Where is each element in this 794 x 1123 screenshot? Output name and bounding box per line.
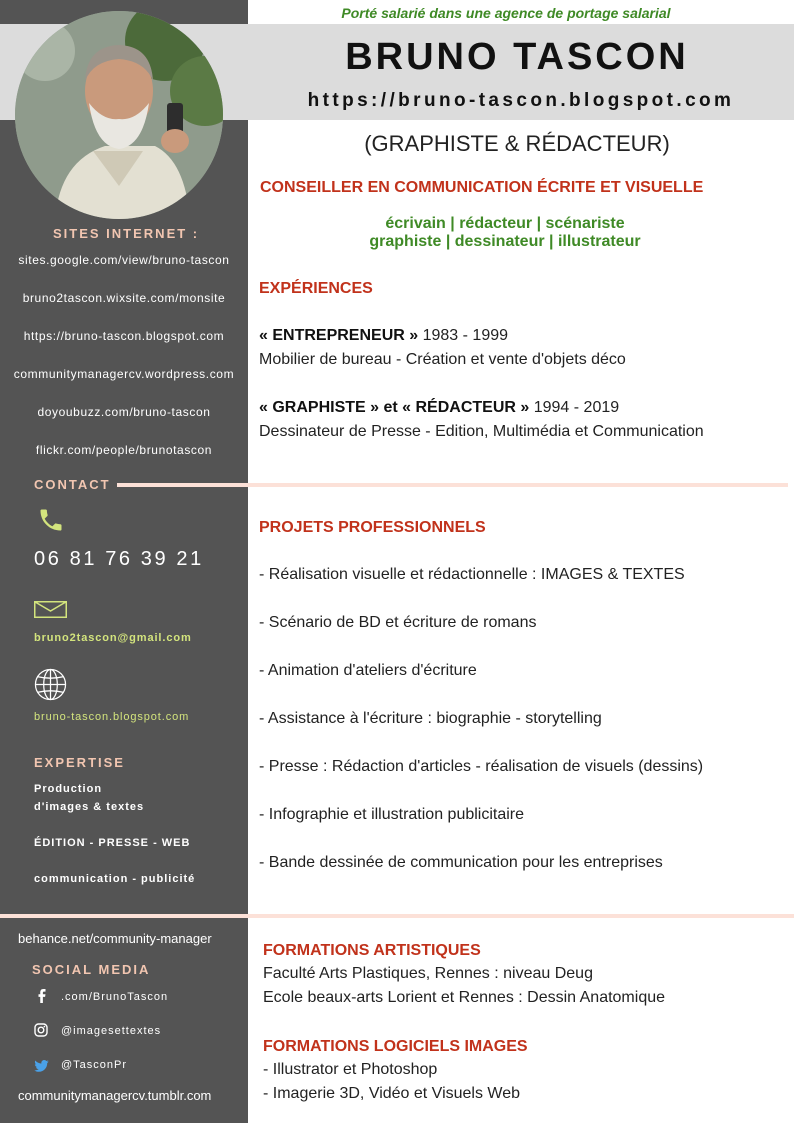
- project-item: - Assistance à l'écriture : biographie - storytelling: [259, 710, 602, 727]
- tagline: Porté salarié dans une agence de portage salarial: [341, 5, 671, 21]
- social-title: SOCIAL MEDIA: [32, 962, 151, 977]
- expertise-item: d'images & textes: [34, 801, 145, 813]
- twitter-icon[interactable]: [34, 1060, 49, 1072]
- facebook-icon[interactable]: [36, 989, 48, 1003]
- software-training-title: FORMATIONS LOGICIELS IMAGES: [263, 1038, 528, 1055]
- experience-years: 1983 - 1999: [418, 327, 509, 344]
- site-link[interactable]: https://bruno-tascon.blogspot.com: [23, 329, 225, 343]
- email-link[interactable]: bruno2tascon@gmail.com: [34, 632, 192, 644]
- experience-desc: Dessinateur de Presse - Edition, Multimédia et Communication: [259, 423, 704, 440]
- job-role: (GRAPHISTE & RÉDACTEUR): [364, 131, 670, 156]
- skills-line-1: écrivain | rédacteur | scénariste: [385, 215, 625, 232]
- expertise-item: communication - publicité: [34, 873, 196, 885]
- experiences-title: EXPÉRIENCES: [259, 280, 373, 297]
- globe-icon: [34, 668, 67, 701]
- experience-desc: Mobilier de bureau - Création et vente d'objets déco: [259, 351, 626, 368]
- site-link[interactable]: sites.google.com/view/bruno-tascon: [18, 253, 230, 267]
- expertise-title: EXPERTISE: [34, 755, 125, 770]
- project-item: - Scénario de BD et écriture de romans: [259, 614, 537, 631]
- experience-role: « ENTREPRENEUR »: [259, 327, 419, 344]
- candidate-name: BRUNO TASCON: [345, 36, 689, 78]
- behance-link[interactable]: behance.net/community-manager: [18, 931, 212, 946]
- project-item: - Infographie et illustration publicitaire: [259, 806, 525, 823]
- projects-title: PROJETS PROFESSIONNELS: [259, 519, 486, 536]
- project-item: - Réalisation visuelle et rédactionnelle : IMAGES & TEXTES: [259, 566, 685, 583]
- art-training-item: Ecole beaux-arts Lorient et Rennes : Dessin Anatomique: [263, 989, 666, 1006]
- contact-divider: [117, 483, 788, 487]
- skills-line-2: graphiste | dessinateur | illustrateur: [369, 233, 641, 250]
- experience-heading: [259, 327, 508, 345]
- website-link[interactable]: bruno-tascon.blogspot.com: [34, 711, 190, 723]
- experience-role: « GRAPHISTE » et « RÉDACTEUR »: [259, 399, 530, 416]
- site-link[interactable]: doyoubuzz.com/bruno-tascon: [37, 405, 211, 419]
- mail-icon: [34, 601, 67, 618]
- project-item: - Bande dessinée de communication pour les entreprises: [259, 854, 663, 871]
- phone-number[interactable]: 06 81 76 39 21: [34, 548, 204, 570]
- site-link[interactable]: flickr.com/people/brunotascon: [35, 443, 213, 457]
- blog-url[interactable]: https://bruno-tascon.blogspot.com: [307, 90, 735, 111]
- software-training-item: - Illustrator et Photoshop: [263, 1061, 438, 1078]
- expertise-item: ÉDITION - PRESSE - WEB: [34, 837, 191, 849]
- contact-title: CONTACT: [34, 477, 111, 492]
- facebook-handle[interactable]: .com/BrunoTascon: [61, 991, 169, 1003]
- advisor-title: CONSEILLER EN COMMUNICATION ÉCRITE ET VISUELLE: [260, 179, 704, 196]
- twitter-handle[interactable]: @TasconPr: [61, 1059, 128, 1071]
- instagram-icon[interactable]: [34, 1023, 48, 1037]
- instagram-handle[interactable]: @imagesettextes: [61, 1025, 162, 1037]
- experience-heading: [259, 399, 619, 417]
- project-item: - Animation d'ateliers d'écriture: [259, 662, 477, 679]
- tumblr-link[interactable]: communitymanagercv.tumblr.com: [18, 1088, 212, 1103]
- profile-photo: [15, 11, 223, 219]
- site-link[interactable]: bruno2tascon.wixsite.com/monsite: [22, 291, 226, 305]
- sites-title: SITES INTERNET :: [53, 226, 200, 241]
- experience-years: 1994 - 2019: [529, 399, 620, 416]
- expertise-item: Production: [34, 783, 103, 795]
- art-training-title: FORMATIONS ARTISTIQUES: [263, 942, 481, 959]
- project-item: - Presse : Rédaction d'articles - réalisation de visuels (dessins): [259, 758, 704, 775]
- phone-icon: [37, 506, 65, 534]
- section-divider: [0, 914, 794, 918]
- site-link[interactable]: communitymanagercv.wordpress.com: [13, 367, 235, 381]
- skills-list: [248, 215, 762, 251]
- art-training-item: Faculté Arts Plastiques, Rennes : niveau Deug: [263, 965, 593, 982]
- software-training-item: - Imagerie 3D, Vidéo et Visuels Web: [263, 1085, 521, 1102]
